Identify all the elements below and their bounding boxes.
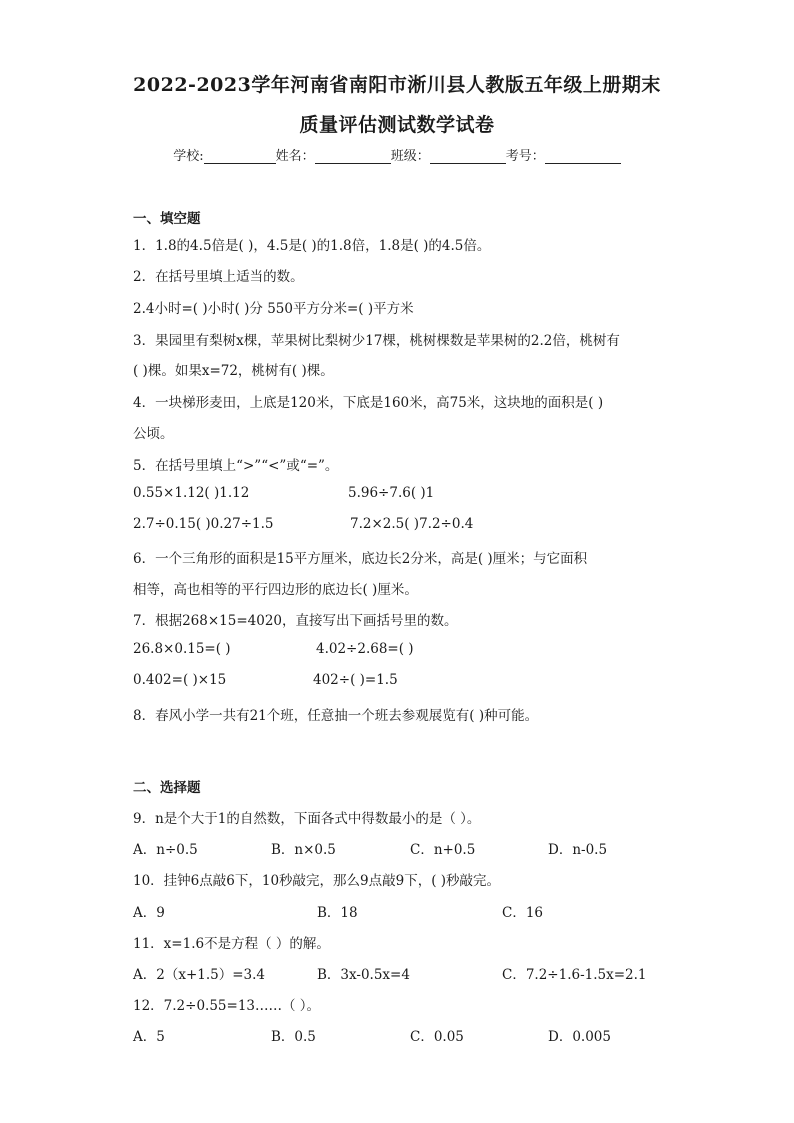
question-2-items: 2.4小时=( )小时( )分 550平方分米=( )平方米	[133, 301, 414, 317]
question-12-option-a: A．5	[133, 1029, 165, 1045]
question-6-line1: 6．一个三角形的面积是15平方厘米，底边长2分米，高是( )厘米；与它面积	[133, 551, 588, 567]
question-7: 7．根据268×15=4020，直接写出下画括号里的数。	[133, 613, 458, 629]
question-3-line2: ( )棵。如果x=72，桃树有( )棵。	[133, 363, 334, 379]
question-5: 5．在括号里填上“>”“<”或“=”。	[133, 458, 339, 474]
question-5-item-a1: 0.55×1.12( )1.12	[133, 485, 250, 501]
question-7-item-b2: 402÷( )=1.5	[313, 672, 398, 688]
exam-title-line2: 质量评估测试数学试卷	[299, 114, 495, 136]
section-choice-heading: 二、选择题	[133, 780, 201, 796]
exam-number-label: 考号：	[505, 149, 545, 164]
class-label: 班级：	[390, 149, 430, 164]
question-9: 9．n是个大于1的自然数，下面各式中得数最小的是（ ）。	[133, 811, 481, 827]
question-12-option-d: D．0.005	[548, 1029, 611, 1045]
question-11-option-b: B．3x-0.5x=4	[317, 967, 410, 983]
question-11-option-c: C．7.2÷1.6-1.5x=2.1	[502, 967, 647, 983]
question-10: 10．挂钟6点敲6下，10秒敲完，那么9点敲9下，( )秒敲完。	[133, 873, 501, 889]
section-fill-blank-heading: 一、填空题	[133, 211, 201, 227]
name-blank	[315, 149, 391, 164]
class-blank	[430, 149, 506, 164]
question-9-option-a: A．n÷0.5	[133, 842, 198, 858]
question-5-item-a2: 5.96÷7.6( )1	[348, 485, 435, 501]
question-12-option-c: C．0.05	[410, 1029, 464, 1045]
question-5-item-b1: 2.7÷0.15( )0.27÷1.5	[133, 516, 274, 532]
question-12-option-b: B．0.5	[271, 1029, 316, 1045]
question-12: 12．7.2÷0.55=13……（ ）。	[133, 998, 321, 1014]
question-1: 1．1.8的4.5倍是( )，4.5是( )的1.8倍，1.8是( )的4.5倍。	[133, 238, 491, 254]
question-11-option-a: A．2（x+1.5）=3.4	[133, 967, 266, 983]
question-7-item-a1: 26.8×0.15=( )	[133, 641, 231, 657]
question-4-line1: 4．一块梯形麦田，上底是120米，下底是160米，高75米，这块地的面积是( )	[133, 395, 604, 411]
question-3-line1: 3．果园里有梨树x棵，苹果树比梨树少17棵，桃树棵数是苹果树的2.2倍，桃树有	[133, 333, 620, 349]
question-10-option-a: A．9	[133, 905, 165, 921]
question-10-option-c: C．16	[502, 905, 544, 921]
question-8: 8．春风小学一共有21个班，任意抽一个班去参观展览有( )种可能。	[133, 708, 539, 724]
school-label: 学校:	[173, 149, 204, 164]
school-blank	[204, 149, 276, 164]
student-info-line	[0, 145, 794, 164]
question-9-option-c: C．n+0.5	[410, 842, 476, 858]
question-11: 11．x=1.6不是方程（ ）的解。	[133, 936, 330, 952]
question-4-line2: 公顷。	[133, 426, 174, 442]
question-9-option-d: D．n-0.5	[548, 842, 608, 858]
exam-number-blank	[545, 149, 621, 164]
question-2: 2．在括号里填上适当的数。	[133, 269, 304, 285]
question-6-line2: 相等，高也相等的平行四边形的底边长( )厘米。	[133, 582, 418, 598]
exam-title-line1: 2022-2023学年河南省南阳市淅川县人教版五年级上册期末	[133, 74, 661, 96]
question-5-item-b2: 7.2×2.5( )7.2÷0.4	[350, 516, 474, 532]
question-7-item-b1: 0.402=( )×15	[133, 672, 227, 688]
question-10-option-b: B．18	[317, 905, 358, 921]
question-9-option-b: B．n×0.5	[271, 842, 336, 858]
name-label: 姓名：	[275, 149, 315, 164]
question-7-item-a2: 4.02÷2.68=( )	[316, 641, 414, 657]
